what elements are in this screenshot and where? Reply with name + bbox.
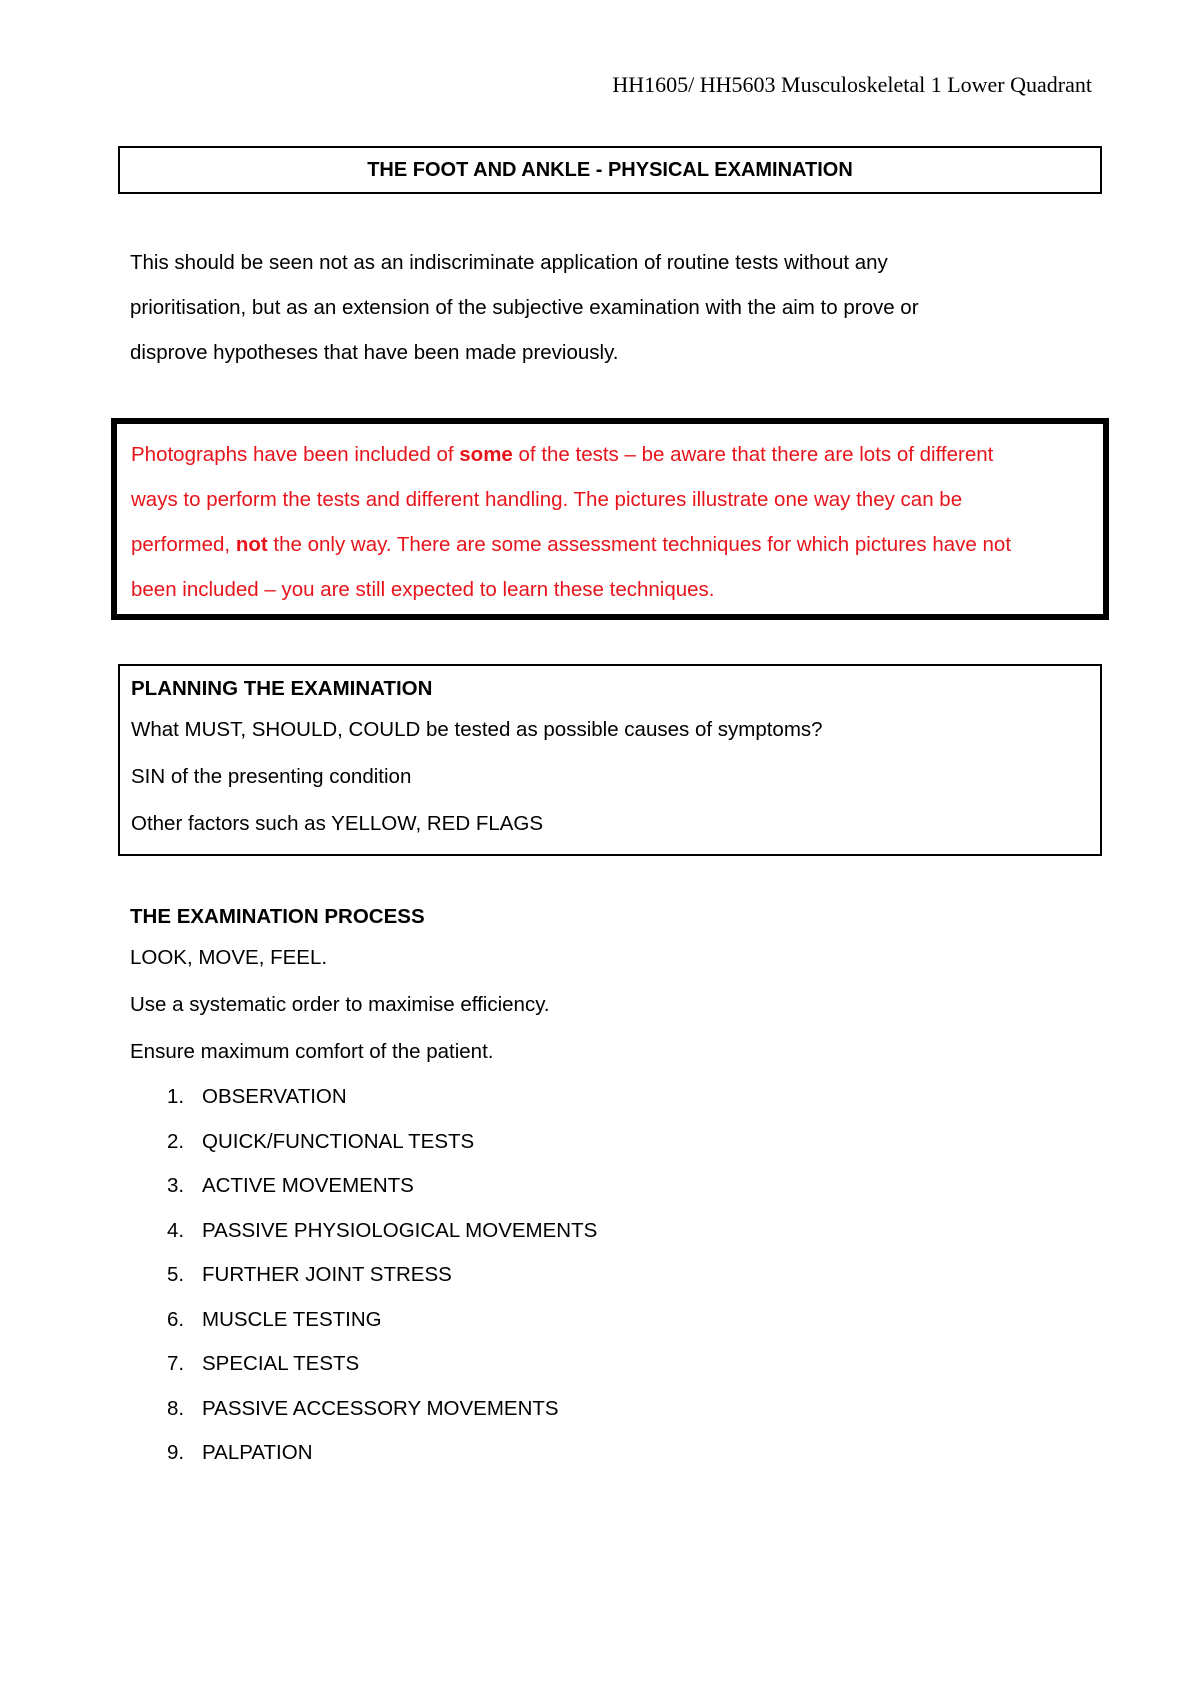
step-label: FURTHER JOINT STRESS [202,1263,452,1286]
step-label: ACTIVE MOVEMENTS [202,1174,414,1197]
intro-line: prioritisation, but as an extension of the subjective examination with the aim to prove or [130,296,919,319]
intro-line: disprove hypotheses that have been made previously. [130,341,619,364]
step-label: PALPATION [202,1441,313,1464]
photograph-warning-box [111,418,1109,620]
warning-emphasis: not [235,533,268,556]
step-label: QUICK/FUNCTIONAL TESTS [202,1129,475,1153]
page-header: HH1605/ HH5603 Musculoskeletal 1 Lower Quadrant [612,72,1092,97]
planning-line: Other factors such as YELLOW, RED FLAGS [131,812,544,835]
warning-text: the only way. There are some assessment techniques for which pictures have not [267,533,1012,556]
process-line: Use a systematic order to maximise efficiency. [130,993,550,1016]
step-label: SPECIAL TESTS [202,1352,360,1375]
planning-line: SIN of the presenting condition [131,765,412,788]
step-label: MUSCLE TESTING [202,1307,382,1331]
step-label: PASSIVE PHYSIOLOGICAL MOVEMENTS [202,1218,598,1242]
list-item [130,1164,1090,1209]
step-label: PASSIVE ACCESSORY MOVEMENTS [202,1396,559,1420]
list-item [130,1387,1090,1432]
process-line: Ensure maximum comfort of the patient. [130,1040,494,1063]
step-number: 2. [167,1129,185,1153]
step-number: 3. [167,1174,185,1197]
list-item [130,1120,1090,1165]
list-item [130,1209,1090,1254]
planning-box [118,664,1102,856]
planning-heading: PLANNING THE EXAMINATION [131,677,433,700]
warning-line: been included – you are still expected to learn these techniques. [131,578,715,601]
list-item [130,1298,1090,1343]
examination-steps-list [130,1075,1090,1476]
step-number: 7. [167,1352,185,1375]
examination-process-section [130,900,1090,1476]
list-item [130,1253,1090,1298]
warning-line: ways to perform the tests and different handling. The pictures illustrate one way they can be [131,488,963,511]
list-item [130,1342,1090,1387]
step-number: 1. [167,1085,185,1108]
warning-emphasis: some [459,443,513,466]
list-item [130,1431,1090,1476]
step-number: 4. [167,1218,185,1242]
planning-line: What MUST, SHOULD, COULD be tested as possible causes of symptoms? [131,718,823,741]
document-title: THE FOOT AND ANKLE - PHYSICAL EXAMINATION [367,159,853,181]
step-number: 5. [167,1263,185,1286]
step-number: 8. [167,1396,185,1420]
warning-text: of the tests – be aware that there are lots of different [512,443,994,466]
warning-line [131,432,1093,477]
step-number: 6. [167,1307,185,1331]
warning-line [131,522,1093,567]
warning-text: performed, [131,533,236,556]
intro-paragraph [130,240,1090,375]
list-item [130,1075,1090,1120]
process-line: LOOK, MOVE, FEEL. [130,946,328,969]
step-number: 9. [167,1441,185,1464]
intro-line: This should be seen not as an indiscriminate application of routine tests without any [130,251,888,274]
step-label: OBSERVATION [202,1085,347,1108]
title-box [118,146,1102,194]
process-heading: THE EXAMINATION PROCESS [130,905,425,928]
warning-text: Photographs have been included of [131,443,460,466]
